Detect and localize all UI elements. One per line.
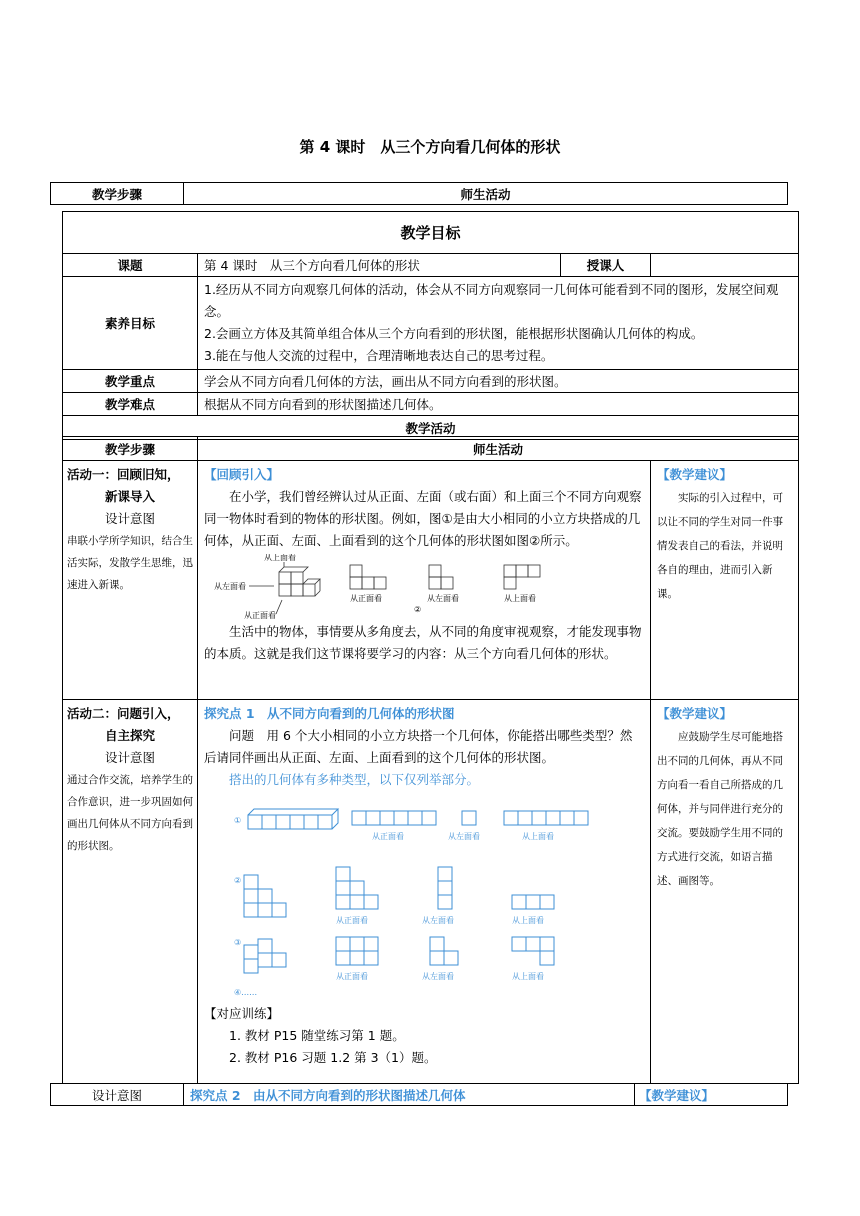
r1-left: 从左面看 [448,832,480,841]
activity1-section-tag: 【回顾引入】 [204,467,280,482]
literacy-label: 素养目标 [63,277,198,370]
header-table [50,182,788,205]
fig-label-top: 从上面看 [264,554,296,562]
bottom-table [50,1083,788,1106]
goals-title: 教学目标 [63,212,799,254]
fig-label-circled2: ② [414,605,422,614]
activity2-practice-1: 1. 教材 P15 随堂练习第 1 题。 [229,1028,405,1043]
activity2-title-line1: 活动二：问题引入， [67,706,180,721]
activity1-suggest [651,461,799,700]
teacher-value [651,254,799,277]
activity2-practice-2: 2. 教材 P16 习题 1.2 第 3（1）题。 [229,1050,437,1065]
cube [303,584,315,596]
activity2-suggest-text: 应鼓励学生尽可能地搭出不同的几何体，再从不同方向看一看自己所搭成的几何体，并与同伴进行充分的交流。要鼓励学生用不同的方式进行交流，如语言描述、画图等。 [657,731,783,887]
activity1-suggest-tag: 【教学建议】 [657,467,733,482]
activity1-title-line1: 活动一：回顾旧知， [67,467,180,482]
header-activities: 师生活动 [184,183,788,205]
activity2-design-text: 通过合作交流，培养学生的合作意识，进一步巩固如何画出几何体从不同方向看到的形状图。 [67,774,193,852]
page-title: 第 4 课时 从三个方向看几何体的形状 [299,138,561,156]
difficulty-label: 教学难点 [63,393,198,416]
r3-top: 从上面看 [512,972,544,981]
literacy-goals [198,277,799,370]
literacy-item-2: 2.会画立方体及其简单组合体从三个方向看到的形状图，能根据形状图确认几何体的构成。 [204,326,704,341]
cube [279,572,291,584]
activity2-explore-title: 探究点 1 从不同方向看到的几何体的形状图 [204,706,455,721]
activity2-suggest-tag: 【教学建议】 [657,706,733,721]
difficulty-value: 根据从不同方向看到的形状图描述几何体。 [198,393,799,416]
main-table [62,211,799,440]
r3-left: 从左面看 [422,972,454,981]
literacy-item-1: 1.经历从不同方向观察几何体的活动，体会从不同方向观察同一几何体可能看到不同的图形，发展空间观念。 [204,282,779,319]
teacher-label: 授课人 [561,254,651,277]
activity1-figure [204,554,624,616]
r1-top: 从上面看 [522,832,554,841]
literacy-item-3: 3.能在与他人交流的过程中，合理清晰地表达自己的思考过程。 [204,348,554,363]
activity1-body: 在小学，我们曾经辨认过从正面、左面（或右面）和上面三个不同方向观察同一物体时看到的物体的形状图。例如，图①是由大小相同的小立方块搭成的几何体，从正面、左面、上面看到的这个几何体的形状图如图②所示。 [204,489,642,548]
activity2-practice-tag: 【对应训练】 [204,1006,280,1021]
r2-top: 从上面看 [512,916,544,925]
cube [279,584,291,596]
activity2-design-label: 设计意图 [104,750,155,765]
activity1-step [63,461,198,700]
activity2-question: 问题 用 6 个大小相同的小立方块搭一个几何体，你能搭出哪些类型？然后请同伴画出从正面、左面、上面看到的这个几何体的形状图。 [204,728,633,765]
activity1-design-label: 设计意图 [104,511,155,526]
activity1-title-line2: 新课导入 [104,489,155,504]
bottom-design-label: 设计意图 [51,1084,184,1106]
activities-title: 教学活动 [63,416,799,440]
activity1-content [198,461,651,700]
topic-value: 第 4 课时 从三个方向看几何体的形状 [198,254,561,277]
activity2-suggest [651,700,799,1084]
header-steps: 教学步骤 [51,183,184,205]
fig-num-2: ② [234,876,242,885]
fig-label-front: 从正面看 [244,611,276,620]
activities-table [62,436,799,1084]
cube [291,572,303,584]
activity-header-steps: 教学步骤 [63,437,198,461]
r1-front: 从正面看 [372,832,404,841]
activity2-content [198,700,651,1084]
activity2-step [63,700,198,1084]
activity-header-activities: 师生活动 [198,437,799,461]
activity1-body2: 生活中的物体，事情要从多角度去，从不同的角度审视观察，才能发现事物的本质。这就是我们这节课将要学习的内容：从三个方向看几何体的形状。 [204,624,642,661]
activity2-title-line2: 自主探究 [104,728,155,743]
view-label-top: 从上面看 [504,594,536,603]
fig-num-1: ① [234,816,242,825]
r2-left: 从左面看 [422,916,454,925]
cube [291,584,303,596]
activity1-suggest-text: 实际的引入过程中，可以让不同的学生对同一件事情发表自己的看法，并说明各自的理由，进而引入新课。 [657,492,783,600]
topic-label: 课题 [63,254,198,277]
r2-front: 从正面看 [336,916,368,925]
activity1-design-text: 串联小学所学知识，结合生活实际，发散学生思维，迅速进入新课。 [67,535,193,591]
activity2-answer: 搭出的几何体有多种类型，以下仅列举部分。 [229,772,480,787]
fig-num-3: ③ [234,938,242,947]
view-label-front: 从正面看 [350,594,382,603]
r3-front: 从正面看 [336,972,368,981]
key-point-label: 教学重点 [63,370,198,393]
activity2-figure [204,797,624,997]
key-point-value: 学会从不同方向看几何体的方法，画出从不同方向看到的形状图。 [198,370,799,393]
fig-label-left: 从左面看 [214,582,246,591]
fig-num-4: ④…… [234,988,258,997]
view-label-left: 从左面看 [427,594,459,603]
bottom-suggest-tag: 【教学建议】 [635,1084,788,1106]
bottom-explore-title: 探究点 2 由从不同方向看到的形状图描述几何体 [184,1084,635,1106]
